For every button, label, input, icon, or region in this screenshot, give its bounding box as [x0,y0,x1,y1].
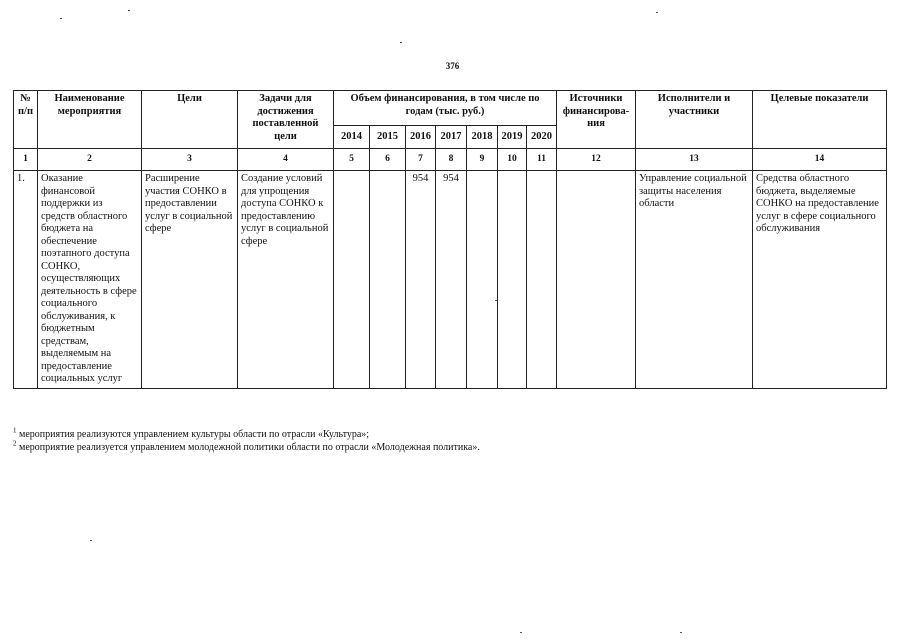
row-2017: 954 [436,171,467,389]
column-number: 7 [406,149,436,171]
header-volume: Объем финансирования, в том числе по годам (тыс. руб.) [334,91,557,126]
column-number: 8 [436,149,467,171]
header-sources: Источники финансирова-ния [557,91,636,149]
footnote-text: мероприятие реализуется управлением молодежной политики области по отрасли «Молодежная политика». [19,442,480,453]
year-2017: 2017 [436,126,467,149]
column-number: 14 [753,149,887,171]
page-number: 376 [445,61,460,71]
header-name: Наименование мероприятия [38,91,142,149]
column-number: 5 [334,149,370,171]
header-executors: Исполнители и участники [636,91,753,149]
scan-speck [495,300,497,301]
footnote-mark: 1 [13,426,17,435]
year-2015: 2015 [370,126,406,149]
header-indicators: Целевые показатели [753,91,887,149]
scan-speck [400,42,402,43]
year-2019: 2019 [498,126,527,149]
footnote [13,441,480,454]
scan-speck [656,12,658,13]
row-name: Оказание финансовой поддержки из средств областного бюджета на обеспечение поэтапного доступа СОНКО, осуществляющих деятельность в сфере социального обслуживания, к бюджетным средствам, выделяемым на предоставление социальных услуг [38,171,142,389]
column-number: 4 [238,149,334,171]
header-num: № п/п [14,91,38,149]
row-2015 [370,171,406,389]
year-2020: 2020 [527,126,557,149]
footnote [13,428,480,441]
scan-speck [60,18,62,19]
row-source [557,171,636,389]
column-number: 12 [557,149,636,171]
column-number: 10 [498,149,527,171]
year-2018: 2018 [467,126,498,149]
header-goals: Цели [142,91,238,149]
header-row [14,91,887,126]
program-table [13,90,887,389]
column-number: 11 [527,149,557,171]
table-row [14,171,887,389]
row-2014 [334,171,370,389]
row-2016: 954 [406,171,436,389]
column-number: 3 [142,149,238,171]
row-task: Создание условий для упрощения доступа СОНКО к предоставлению услуг в социальной сфере [238,171,334,389]
row-2020 [527,171,557,389]
row-2019 [498,171,527,389]
row-2018 [467,171,498,389]
footnote-text: мероприятия реализуются управлением культуры области по отрасли «Культура»; [19,429,370,440]
row-goal: Расширение участия СОНКО в предоставлении услуг в социальной сфере [142,171,238,389]
column-number: 9 [467,149,498,171]
row-executor: Управление социальной защиты населения области [636,171,753,389]
column-number: 13 [636,149,753,171]
year-2014: 2014 [334,126,370,149]
column-number-row [14,149,887,171]
footnote-mark: 2 [13,439,17,448]
row-indicator: Средства областного бюджета, выделяемые СОНКО на предоставление услуг в сфере социального обслуживания [753,171,887,389]
column-number: 1 [14,149,38,171]
scan-speck [520,632,522,633]
column-number: 2 [38,149,142,171]
scan-speck [90,540,92,541]
scan-speck [680,632,682,633]
row-num: 1. [14,171,38,389]
year-2016: 2016 [406,126,436,149]
scan-speck [128,10,130,11]
header-tasks: Задачи для достижения поставленной цели [238,91,334,149]
column-number: 6 [370,149,406,171]
footnotes [13,428,480,454]
